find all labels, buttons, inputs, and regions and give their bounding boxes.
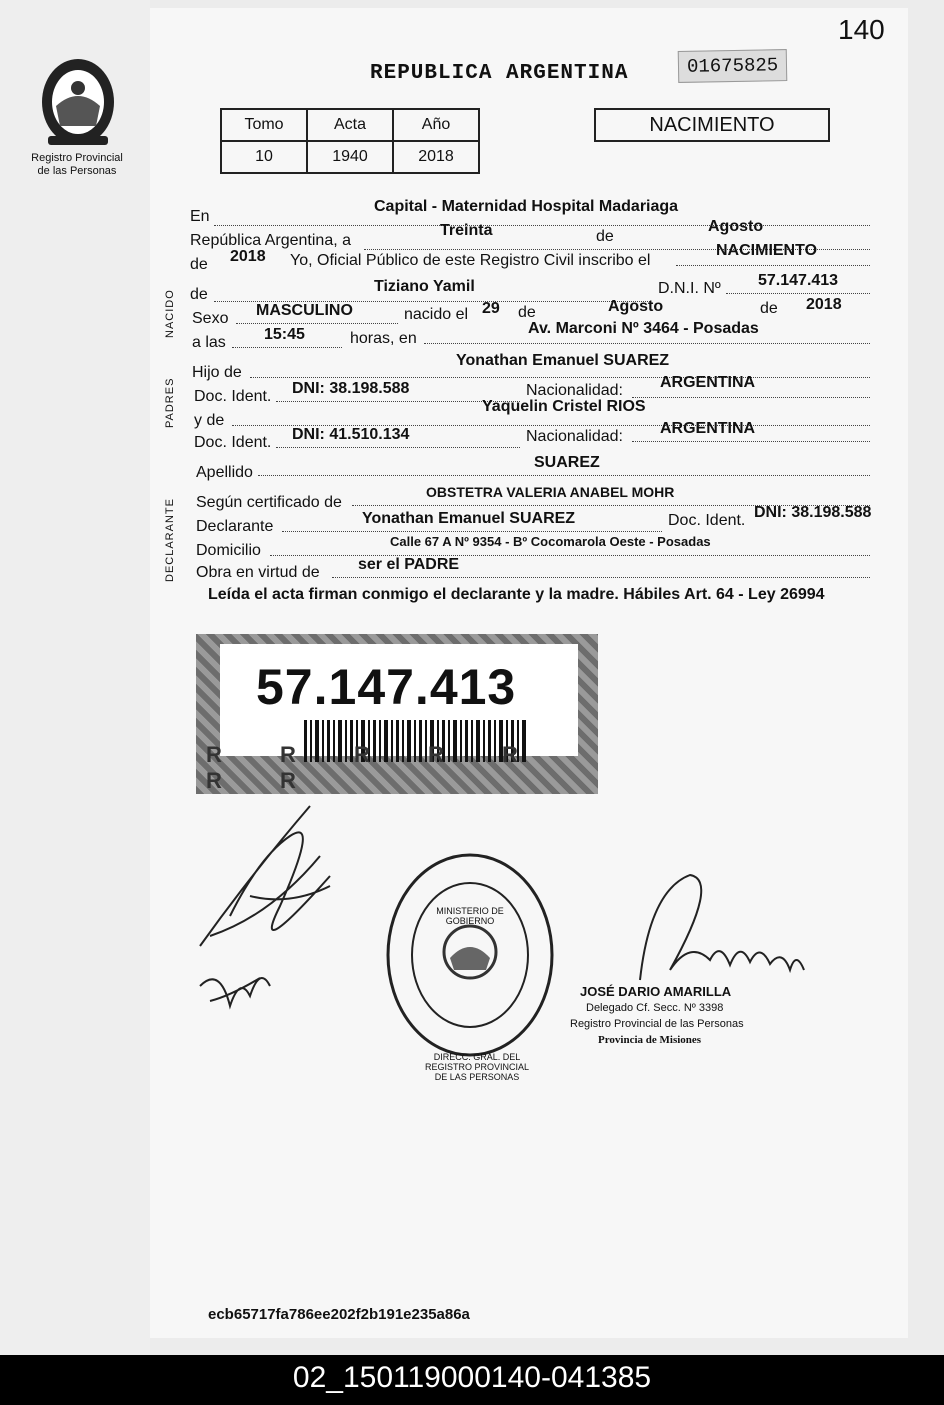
dni-sticker — [196, 634, 598, 794]
official-title: Delegado Cf. Secc. Nº 3398 — [586, 1002, 724, 1014]
official-name: JOSÉ DARIO AMARILLA — [580, 984, 732, 999]
official-seal — [384, 850, 556, 1082]
footer-id: 02_150119000140-041385 — [292, 1361, 652, 1394]
seal-icon — [384, 850, 556, 1060]
record-header-ano: Año — [393, 109, 479, 141]
signing-note: Leída el acta firman conmigo el declarante y la madre. Hábiles Art. 64 - Ley 26994 — [208, 586, 825, 603]
label-domicilio: Domicilio — [196, 542, 261, 559]
field-birth-day: 29 — [482, 300, 500, 317]
dotted-line — [726, 292, 870, 294]
field-dni: 57.147.413 — [758, 272, 839, 289]
side-label-declarante: DECLARANTE — [164, 498, 176, 582]
label-de: de — [596, 228, 614, 245]
seal-inner-text: MINISTERIO DE GOBIERNO — [436, 906, 504, 926]
field-father-nat: ARGENTINA — [660, 374, 756, 391]
left-page-margin — [0, 0, 150, 1355]
label-apellido: Apellido — [196, 464, 253, 481]
dotted-line — [424, 342, 870, 344]
label-republica: República Argentina, a — [190, 232, 351, 249]
document-type-box: NACIMIENTO — [594, 108, 830, 142]
label-certificado: Según certificado de — [196, 494, 342, 511]
field-declarante-doc: DNI: 38.198.588 — [754, 504, 872, 521]
field-month-text: Agosto — [708, 218, 764, 235]
sticker-label — [220, 644, 578, 756]
coat-of-arms-icon — [36, 56, 120, 148]
dotted-line — [676, 264, 870, 266]
label-obra: Obra en virtud de — [196, 564, 320, 581]
label-de-2: de — [190, 256, 208, 273]
field-declarante: Yonathan Emanuel SUAREZ — [362, 510, 576, 527]
side-label-padres: PADRES — [164, 377, 176, 428]
label-nacionalidad-2: Nacionalidad: — [526, 428, 623, 445]
field-inscripcion: NACIMIENTO — [716, 242, 818, 259]
field-day-text: Treinta — [440, 222, 493, 239]
serial-number: 01675825 — [678, 49, 788, 83]
field-birth-place: Av. Marconi Nº 3464 - Posadas — [528, 320, 759, 337]
field-mother: Yaquelin Cristel RIOS — [482, 398, 646, 415]
registry-caption — [22, 152, 132, 178]
record-header-tomo: Tomo — [221, 109, 307, 141]
official-province: Provincia de Misiones — [598, 1034, 702, 1046]
label-doc-ident-2: Doc. Ident. — [194, 434, 272, 451]
label-de-3: de — [190, 286, 208, 303]
record-table — [220, 108, 480, 174]
record-value-acta: 1940 — [307, 141, 393, 173]
dotted-line — [232, 346, 342, 348]
label-a-las: a las — [192, 334, 226, 351]
footer-id-bar — [0, 1355, 944, 1405]
record-table-header — [221, 109, 479, 141]
dotted-line — [632, 440, 870, 442]
document-hash: ecb65717fa786ee202f2b191e235a86a — [208, 1306, 470, 1323]
label-doc-ident-3: Doc. Ident. — [668, 512, 746, 529]
label-nacido-el: nacido el — [404, 306, 469, 323]
province-logo — [36, 56, 120, 148]
sticker-dni-number: 57.147.413 — [256, 659, 517, 715]
label-sexo: Sexo — [192, 310, 229, 327]
field-sexo: MASCULINO — [256, 302, 353, 319]
label-hijo-de: Hijo de — [192, 364, 242, 381]
field-birth-month: Agosto — [608, 298, 664, 315]
record-table-values — [221, 141, 479, 173]
dotted-line — [258, 474, 870, 476]
label-en: En — [190, 208, 210, 225]
registry-line-2: de las Personas — [37, 165, 117, 177]
field-apellido: SUAREZ — [534, 454, 600, 471]
label-dni: D.N.I. Nº — [658, 280, 721, 297]
label-oficial: Yo, Oficial Público de este Registro Civil inscribo el — [290, 252, 651, 269]
field-time: 15:45 — [264, 326, 305, 343]
field-father: Yonathan Emanuel SUAREZ — [456, 352, 670, 369]
label-doc-ident: Doc. Ident. — [194, 388, 272, 405]
page-number: 140 — [838, 14, 885, 45]
dotted-line — [214, 224, 870, 226]
field-birth-year: 2018 — [806, 296, 842, 313]
dotted-line — [236, 322, 398, 324]
label-declarante: Declarante — [196, 518, 274, 535]
label-de-5: de — [760, 300, 778, 317]
dotted-line — [276, 446, 520, 448]
dotted-line — [282, 530, 662, 532]
dotted-line — [332, 576, 870, 578]
record-value-ano: 2018 — [393, 141, 479, 173]
field-name: Tiziano Yamil — [374, 278, 475, 295]
field-obra: ser el PADRE — [358, 556, 460, 573]
field-place: Capital - Maternidad Hospital Madariaga — [374, 198, 679, 215]
dotted-line — [250, 376, 870, 378]
field-father-doc: DNI: 38.198.588 — [292, 380, 410, 397]
label-horas: horas, en — [350, 330, 417, 347]
label-nacionalidad: Nacionalidad: — [526, 382, 623, 399]
seal-text: DIRECC. GRAL. DEL REGISTRO PROVINCIAL DE LAS PERSONAS — [424, 1052, 530, 1082]
dotted-line — [632, 396, 870, 398]
label-y-de: y de — [194, 412, 225, 429]
record-header-acta: Acta — [307, 109, 393, 141]
field-mother-nat: ARGENTINA — [660, 420, 756, 437]
record-value-tomo: 10 — [221, 141, 307, 173]
sticker-pattern: R R R R R R R — [206, 742, 544, 793]
official-registry: Registro Provincial de las Personas — [570, 1018, 744, 1030]
registry-line-1: Registro Provincial — [31, 152, 123, 164]
document-title: REPUBLICA ARGENTINA — [370, 62, 629, 85]
field-mother-doc: DNI: 41.510.134 — [292, 426, 410, 443]
side-label-nacido: NACIDO — [164, 289, 176, 338]
label-de-4: de — [518, 304, 536, 321]
field-domicilio: Calle 67 A Nº 9354 - Bº Cocomarola Oeste - Posadas — [390, 534, 711, 549]
field-certificado: OBSTETRA VALERIA ANABEL MOHR — [426, 484, 675, 500]
field-year: 2018 — [230, 248, 266, 265]
official-signature-icon — [610, 870, 810, 1000]
declarant-signature-icon — [190, 796, 390, 1036]
